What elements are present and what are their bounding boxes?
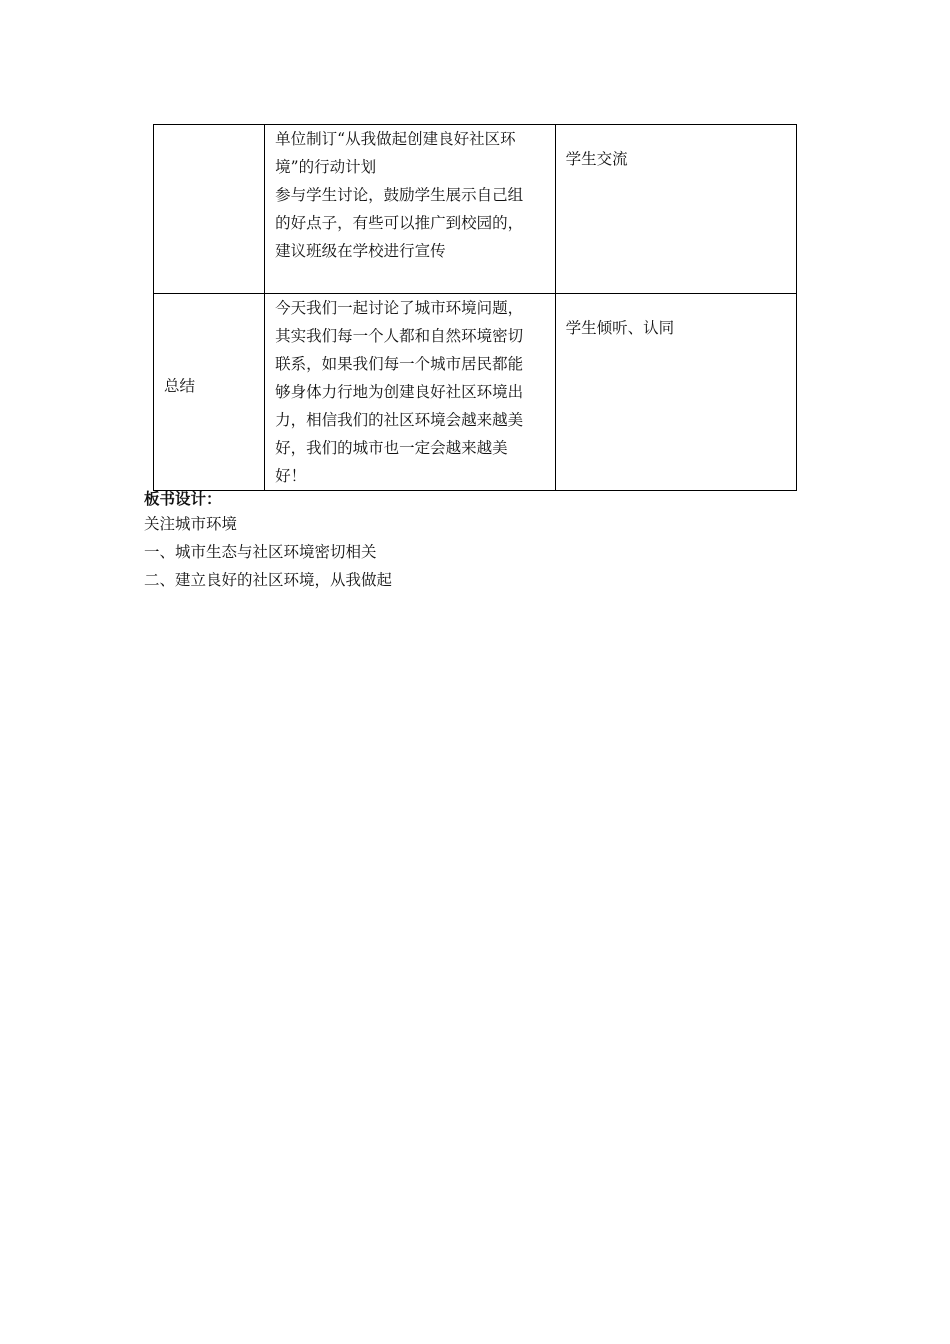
board-design-item: 一、城市生态与社区环境密切相关 — [144, 543, 377, 561]
teacher-line: 单位制订“从我做起创建良好社区环 — [275, 130, 516, 148]
teacher-line: 参与学生讨论，鼓励学生展示自己组 — [275, 186, 524, 204]
teacher-line: 建议班级在学校进行宣传 — [275, 242, 446, 260]
teacher-line: 其实我们每一个人都和自然环境密切 — [275, 327, 524, 345]
student-activity-text: 学生倾听、认同 — [565, 319, 675, 337]
teacher-line: 够身体力行地为创建良好社区环境出 — [275, 383, 524, 401]
student-activity-cell — [555, 294, 796, 491]
student-activity-cell — [555, 125, 796, 294]
teacher-line: 今天我们一起讨论了城市环境问题， — [275, 299, 524, 317]
lesson-table — [153, 124, 797, 491]
teacher-line: 力，相信我们的社区环境会越来越美 — [275, 411, 524, 429]
board-design-title: 关注城市环境 — [144, 515, 238, 533]
stage-label: 总结 — [164, 377, 196, 395]
teacher-activity-cell — [265, 125, 555, 294]
teacher-line: 好！ — [275, 467, 307, 485]
teacher-activity-cell — [265, 294, 555, 491]
board-design-section — [144, 488, 392, 594]
teacher-line: 的好点子，有些可以推广到校园的， — [275, 214, 524, 232]
stage-cell — [154, 294, 265, 491]
table-row — [154, 294, 797, 491]
teacher-line: 好，我们的城市也一定会越来越美 — [275, 439, 508, 457]
teacher-line: 境”的行动计划 — [275, 158, 377, 176]
board-design-item: 二、建立良好的社区环境，从我做起 — [144, 571, 393, 589]
student-activity-text: 学生交流 — [565, 150, 628, 168]
teacher-line: 联系，如果我们每一个城市居民都能 — [275, 355, 524, 373]
board-design-heading: 板书设计： — [144, 489, 222, 508]
stage-cell — [154, 125, 265, 294]
table-row — [154, 125, 797, 294]
